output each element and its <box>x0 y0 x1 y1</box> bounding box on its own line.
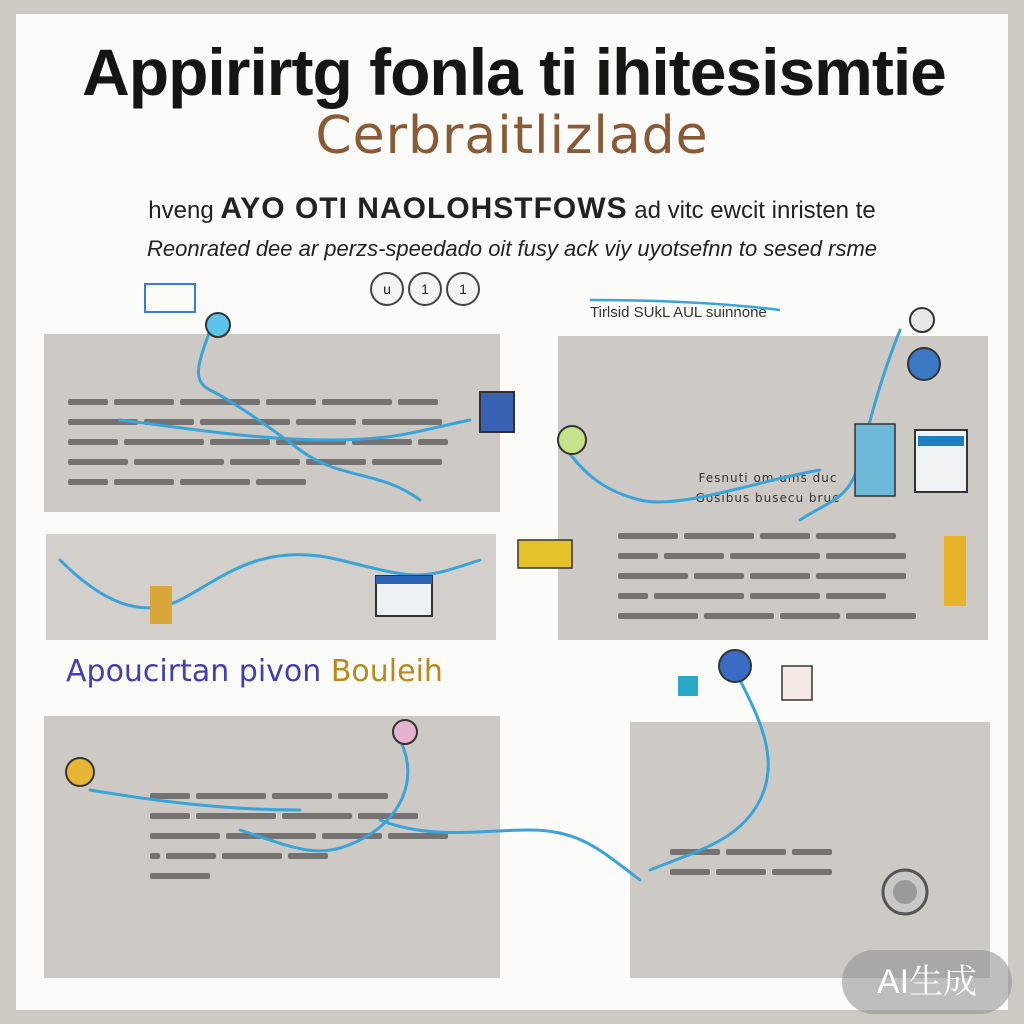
document-icon <box>480 392 514 432</box>
chart-icon <box>782 666 812 700</box>
folder-icon <box>518 540 572 568</box>
wire-path <box>120 420 470 440</box>
wire-path <box>90 790 300 810</box>
circle-icon: 1 <box>408 272 442 306</box>
circle-icon: 1 <box>446 272 480 306</box>
smiley-icon <box>558 426 586 454</box>
wire-path <box>198 330 420 500</box>
globe-icon <box>719 650 751 682</box>
top-right-label: Tirlsid SUkL AUL suinnone <box>590 304 767 321</box>
section-title-blue: Apoucirtan pivon <box>66 654 322 689</box>
window-header-icon <box>376 576 432 584</box>
caption-line: Gosibus busecu brue <box>695 491 841 505</box>
globe-icon <box>908 348 940 380</box>
badge-icon <box>66 758 94 786</box>
logo-icon <box>145 284 195 312</box>
section-title-yellow: Bouleih <box>330 654 443 689</box>
wire-path <box>650 680 768 870</box>
poster-subtitle: Cerbraitlizlade <box>315 106 709 166</box>
node-icon <box>393 720 417 744</box>
wire-path <box>380 820 640 880</box>
tagline-bold: AYO OTI NAOLOHSTFOWS <box>220 192 628 225</box>
tagline-suffix: ad vitc ewcit inristen te <box>634 197 876 224</box>
dial-center-icon <box>893 880 917 904</box>
wire-path <box>590 300 780 310</box>
caption-line: Fesnuti om ums duc <box>698 471 838 485</box>
tagline-prefix: hveng <box>148 197 214 224</box>
circle-icon: u <box>370 272 404 306</box>
wire-path <box>560 440 820 502</box>
person-icon <box>944 536 966 606</box>
panel-icon <box>855 424 895 496</box>
tagline-line-2: Reonrated dee ar perzs-speedado oit fusy ack viy uyotsefnn to sesed rsme <box>146 236 878 261</box>
ai-generated-badge: AI生成 <box>842 950 1012 1014</box>
node-icon <box>910 308 934 332</box>
square-icon <box>678 676 698 696</box>
poster-title: Appirirtg fonla ti ihitesismtie <box>82 35 946 109</box>
figure-icon <box>150 586 172 624</box>
device-header-icon <box>918 436 964 446</box>
node-icon <box>206 313 230 337</box>
wire-path <box>240 740 408 851</box>
